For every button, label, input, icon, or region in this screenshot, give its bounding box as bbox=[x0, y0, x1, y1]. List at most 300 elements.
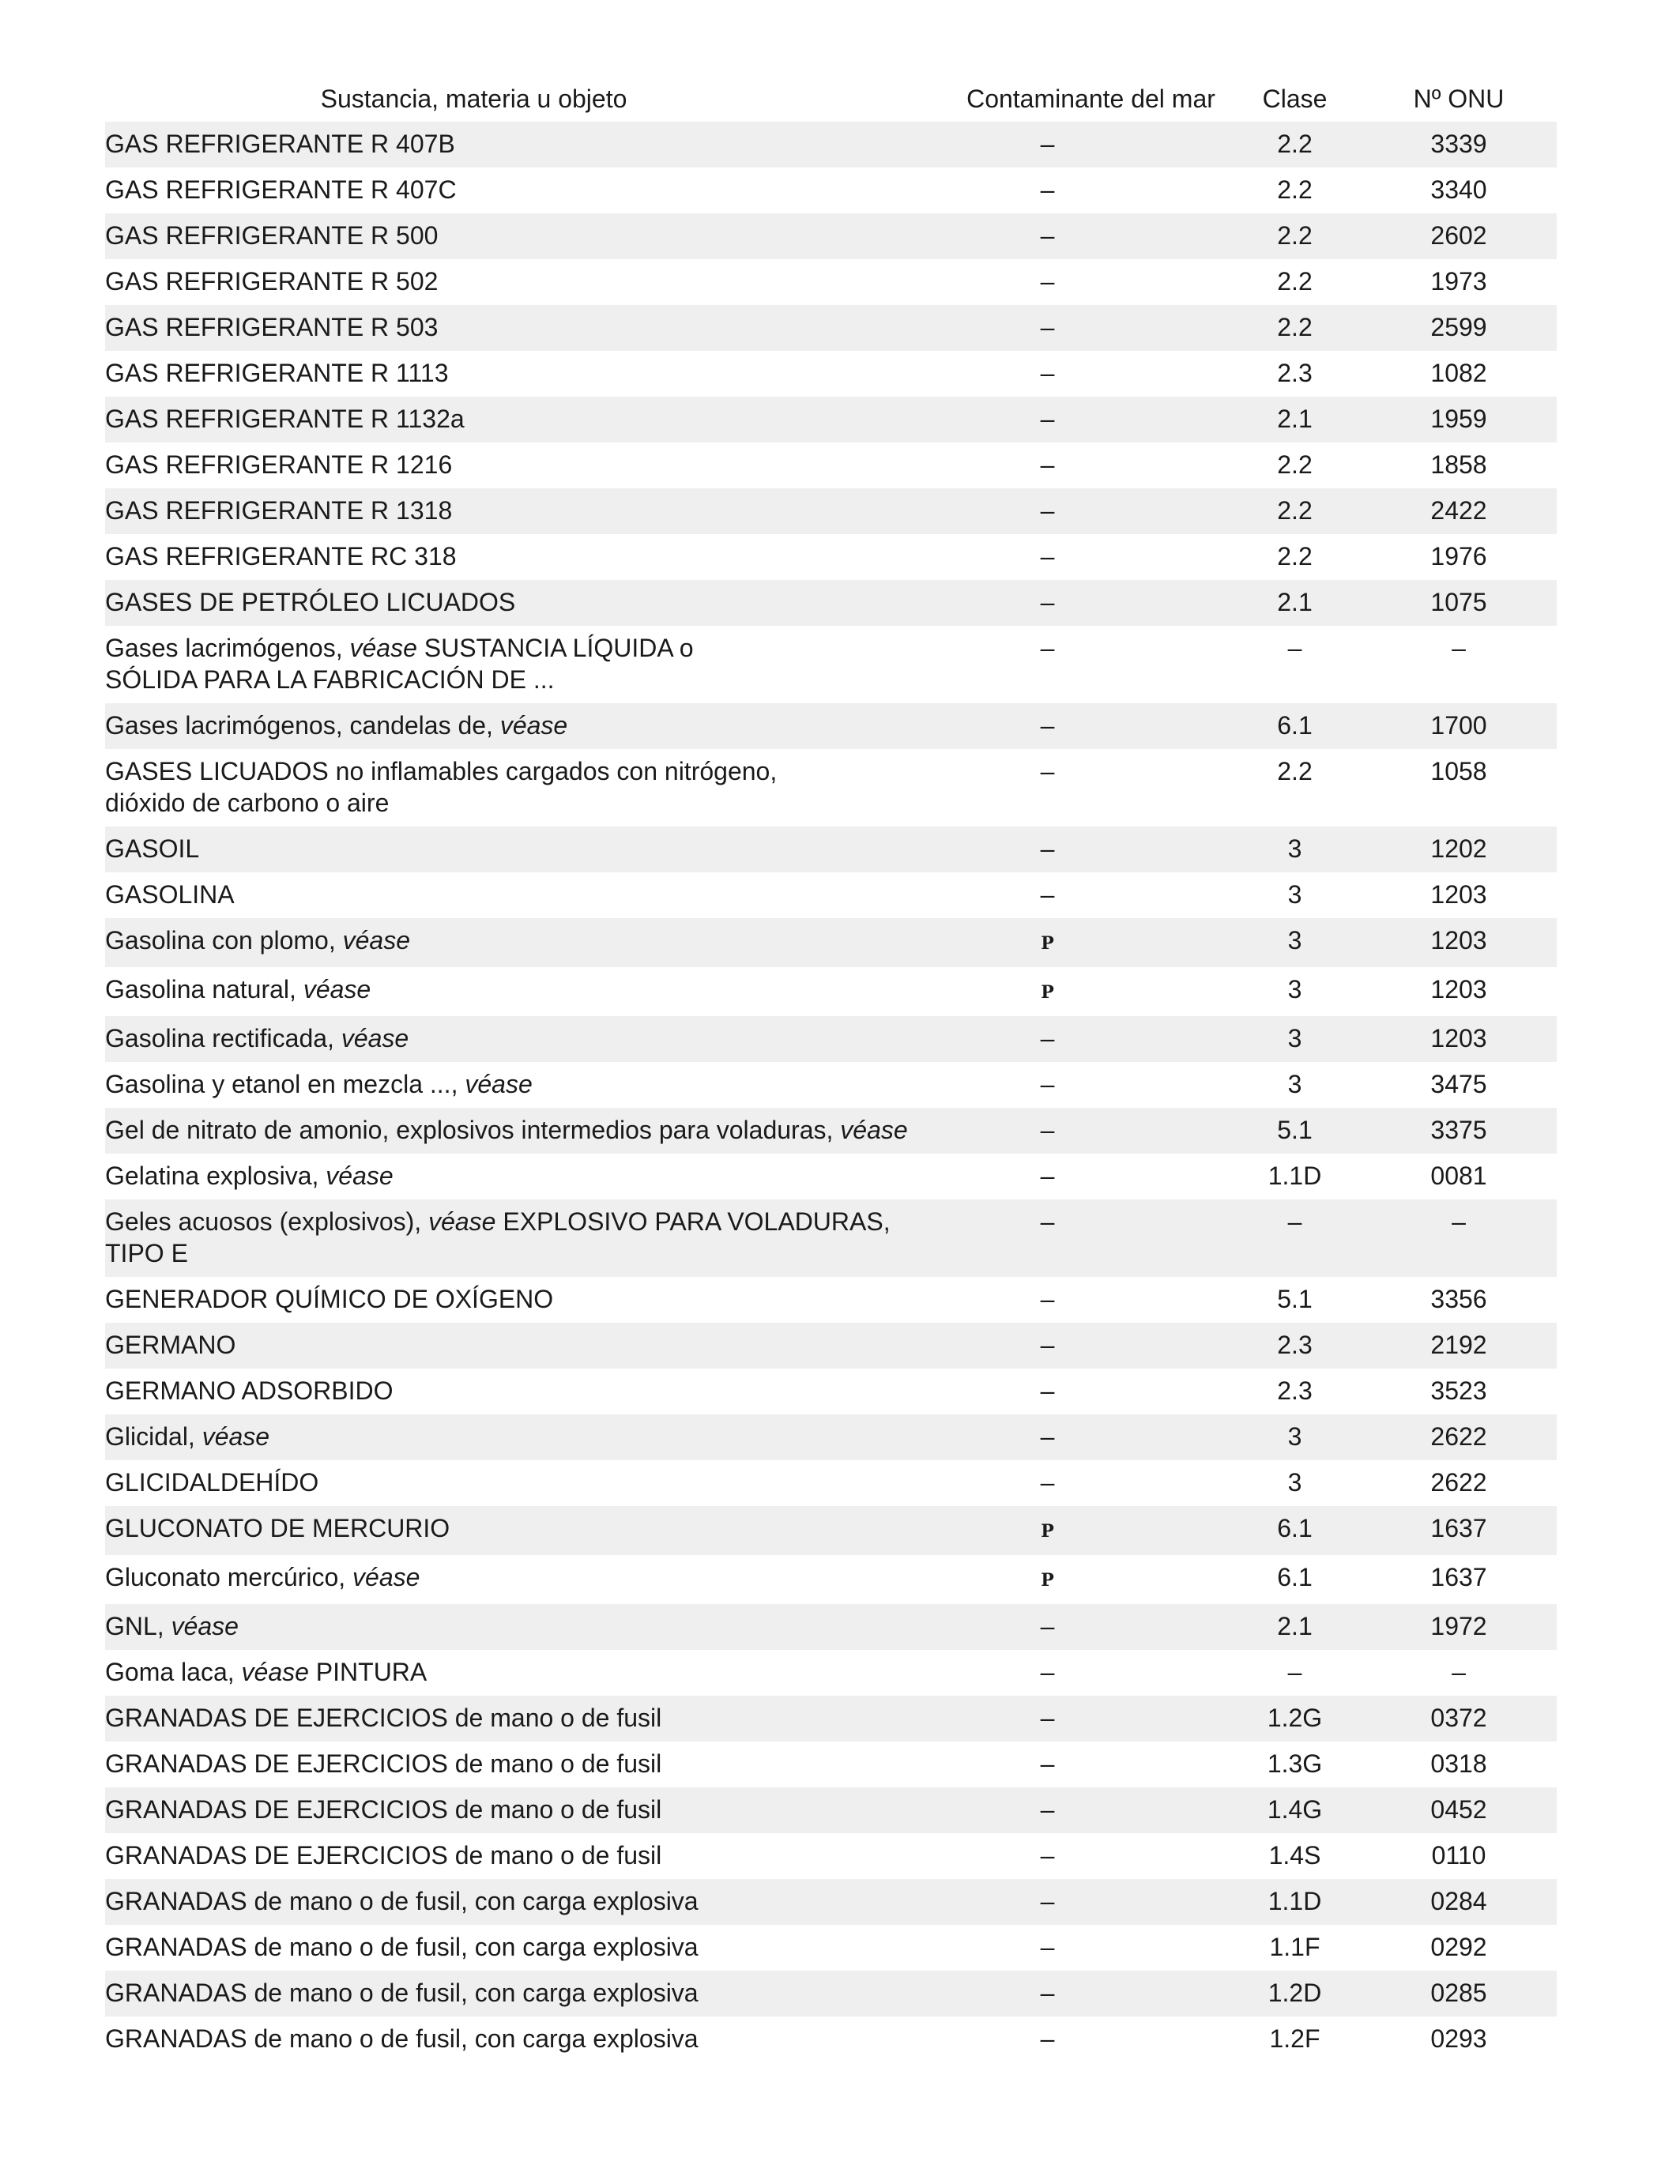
un-number-cell: 3340 bbox=[1430, 175, 1487, 204]
substance-cell bbox=[105, 1925, 953, 1971]
un-number-cell: 2192 bbox=[1361, 1323, 1557, 1369]
class-cell: – bbox=[1287, 1658, 1302, 1686]
table-row bbox=[105, 1971, 1557, 2016]
substance-name: Glicidal, bbox=[105, 1422, 195, 1451]
table-row bbox=[105, 1742, 1557, 1787]
marine-pollutant-mark: P bbox=[1041, 933, 1054, 954]
un-number-cell: 3356 bbox=[1430, 1285, 1487, 1313]
table-row bbox=[105, 580, 1557, 626]
marine-pollutant-value: – bbox=[1040, 588, 1055, 616]
un-number-cell: 1203 bbox=[1361, 918, 1557, 967]
class-cell: 3 bbox=[1229, 1016, 1361, 1062]
table-row bbox=[105, 749, 1557, 827]
marine-pollutant-cell bbox=[953, 168, 1229, 213]
table-row bbox=[105, 1787, 1557, 1833]
table-row bbox=[105, 918, 1557, 967]
substance-cell bbox=[105, 918, 953, 967]
class-cell: 6.1 bbox=[1229, 1506, 1361, 1555]
un-number-cell: 3475 bbox=[1430, 1070, 1487, 1098]
marine-pollutant-cell bbox=[953, 1650, 1229, 1696]
class-cell: 1.2F bbox=[1269, 2024, 1320, 2053]
substance-name: GASOIL bbox=[105, 834, 200, 863]
class-cell: 2.1 bbox=[1229, 580, 1361, 626]
substance-cell bbox=[105, 213, 953, 259]
marine-pollutant-value: – bbox=[1040, 359, 1055, 387]
marine-pollutant-value: – bbox=[1040, 1795, 1055, 1824]
marine-pollutant-value: – bbox=[1040, 757, 1055, 785]
marine-pollutant-cell bbox=[953, 1199, 1229, 1277]
marine-pollutant-cell bbox=[953, 351, 1229, 397]
substance-name: Gasolina con plomo, bbox=[105, 926, 336, 955]
substance-name: Gasolina rectificada, bbox=[105, 1024, 334, 1052]
see-reference: véase bbox=[349, 634, 417, 662]
table-row bbox=[105, 1879, 1557, 1925]
marine-pollutant-value: – bbox=[1040, 1024, 1055, 1052]
marine-pollutant-cell bbox=[953, 703, 1229, 749]
marine-pollutant-value: – bbox=[1040, 1887, 1055, 1915]
substance-name: GLICIDALDEHÍDO bbox=[105, 1468, 319, 1497]
marine-pollutant-value: – bbox=[1040, 221, 1055, 250]
un-number-cell: 1973 bbox=[1430, 267, 1487, 296]
marine-pollutant-cell bbox=[953, 1016, 1229, 1062]
class-cell: 2.2 bbox=[1277, 450, 1313, 479]
substance-cell bbox=[105, 1460, 953, 1506]
class-cell: 1.1D bbox=[1229, 1879, 1361, 1925]
un-number-cell: 3339 bbox=[1361, 122, 1557, 168]
un-number-cell: 0292 bbox=[1430, 1933, 1487, 1961]
un-number-cell: 1075 bbox=[1361, 580, 1557, 626]
header-marine-pollutant: Contaminante del mar bbox=[966, 85, 1215, 113]
see-reference: véase bbox=[428, 1207, 496, 1236]
substance-name: GASOLINA bbox=[105, 880, 235, 909]
see-reference: véase bbox=[465, 1070, 533, 1098]
substance-name: GASES LICUADOS no inflamables cargados con nitrógeno, bbox=[105, 757, 778, 785]
table-row bbox=[105, 967, 1557, 1016]
un-number-cell: 0318 bbox=[1430, 1749, 1487, 1778]
marine-pollutant-value: – bbox=[1040, 542, 1055, 570]
class-cell: 3 bbox=[1229, 918, 1361, 967]
see-reference: véase bbox=[303, 975, 371, 1004]
class-cell: 2.2 bbox=[1229, 305, 1361, 351]
substance-name: GAS REFRIGERANTE R 500 bbox=[105, 221, 439, 250]
un-number-cell: 2602 bbox=[1361, 213, 1557, 259]
table-row bbox=[105, 1108, 1557, 1154]
class-cell: 1.2D bbox=[1229, 1971, 1361, 2016]
class-cell: 5.1 bbox=[1229, 1108, 1361, 1154]
substance-name: Gluconato mercúrico, bbox=[105, 1563, 346, 1591]
substance-cell bbox=[105, 626, 953, 703]
substance-cell bbox=[105, 1154, 953, 1199]
substance-name: Gases lacrimógenos, candelas de, bbox=[105, 711, 493, 740]
marine-pollutant-cell bbox=[953, 1108, 1229, 1154]
substance-cell bbox=[105, 872, 953, 918]
un-number-cell: 1082 bbox=[1430, 359, 1487, 387]
substance-cell bbox=[105, 967, 953, 1016]
marine-pollutant-value: – bbox=[1040, 130, 1055, 158]
class-cell: 2.2 bbox=[1229, 213, 1361, 259]
substance-cell bbox=[105, 534, 953, 580]
class-cell: 3 bbox=[1287, 975, 1302, 1004]
marine-pollutant-cell bbox=[953, 397, 1229, 442]
marine-pollutant-cell bbox=[953, 967, 1229, 1016]
un-number-cell: 0293 bbox=[1430, 2024, 1487, 2053]
un-number-cell: 1203 bbox=[1430, 975, 1487, 1004]
marine-pollutant-cell bbox=[953, 259, 1229, 305]
substance-cell bbox=[105, 827, 953, 872]
marine-pollutant-value: – bbox=[1040, 1468, 1055, 1497]
substance-cell bbox=[105, 1650, 953, 1696]
substance-cell bbox=[105, 1323, 953, 1369]
substance-name: GASES DE PETRÓLEO LICUADOS bbox=[105, 588, 516, 616]
see-reference: véase bbox=[202, 1422, 270, 1451]
substance-cell bbox=[105, 2016, 953, 2062]
table-row bbox=[105, 1062, 1557, 1108]
substance-name: GRANADAS de mano o de fusil, con carga explosiva bbox=[105, 1887, 699, 1915]
table-row bbox=[105, 2016, 1557, 2062]
table-row bbox=[105, 488, 1557, 534]
substance-cell bbox=[105, 259, 953, 305]
table-row bbox=[105, 1414, 1557, 1460]
table-row bbox=[105, 351, 1557, 397]
table-row bbox=[105, 534, 1557, 580]
substance-cell bbox=[105, 1199, 953, 1277]
marine-pollutant-cell bbox=[953, 1154, 1229, 1199]
class-cell: 2.2 bbox=[1229, 122, 1361, 168]
substance-name: Gasolina y etanol en mezcla ..., bbox=[105, 1070, 458, 1098]
substance-cell bbox=[105, 305, 953, 351]
class-cell: 1.1F bbox=[1269, 1933, 1320, 1961]
see-reference: véase bbox=[171, 1612, 239, 1640]
table-row bbox=[105, 1323, 1557, 1369]
class-cell: 2.2 bbox=[1229, 488, 1361, 534]
substance-name: GRANADAS de mano o de fusil, con carga explosiva bbox=[105, 1933, 699, 1961]
marine-pollutant-value: – bbox=[1040, 1612, 1055, 1640]
substance-cell bbox=[105, 749, 953, 827]
substance-cell bbox=[105, 1277, 953, 1323]
substance-cell bbox=[105, 1742, 953, 1787]
table-row bbox=[105, 1696, 1557, 1742]
un-number-cell: 1058 bbox=[1430, 757, 1487, 785]
marine-pollutant-cell bbox=[953, 1062, 1229, 1108]
table-row bbox=[105, 703, 1557, 749]
marine-pollutant-cell bbox=[953, 213, 1229, 259]
substance-name-continued: dióxido de carbono o aire bbox=[105, 789, 390, 817]
see-reference: véase bbox=[241, 1658, 309, 1686]
dangerous-goods-table bbox=[105, 77, 1557, 2062]
class-cell: 2.2 bbox=[1277, 267, 1313, 296]
class-cell: 3 bbox=[1287, 880, 1302, 909]
un-number-cell: 2599 bbox=[1361, 305, 1557, 351]
class-cell: 2.1 bbox=[1229, 1604, 1361, 1650]
class-cell: 2.3 bbox=[1277, 359, 1313, 387]
table-row bbox=[105, 1154, 1557, 1199]
substance-name: GRANADAS DE EJERCICIOS de mano o de fusil bbox=[105, 1749, 662, 1778]
marine-pollutant-cell bbox=[953, 488, 1229, 534]
substance-cell bbox=[105, 1971, 953, 2016]
table-body bbox=[105, 122, 1557, 2062]
marine-pollutant-cell bbox=[953, 1971, 1229, 2016]
un-number-cell: – bbox=[1452, 1658, 1466, 1686]
un-number-cell: 0285 bbox=[1361, 1971, 1557, 2016]
marine-pollutant-value: – bbox=[1040, 1422, 1055, 1451]
class-cell: 3 bbox=[1287, 1468, 1302, 1497]
marine-pollutant-value: – bbox=[1040, 1376, 1055, 1405]
un-number-cell: 1959 bbox=[1361, 397, 1557, 442]
un-number-cell: 1700 bbox=[1361, 703, 1557, 749]
table-row bbox=[105, 626, 1557, 703]
reference-target: EXPLOSIVO PARA VOLADURAS, bbox=[495, 1207, 891, 1236]
marine-pollutant-value: – bbox=[1040, 2024, 1055, 2053]
marine-pollutant-value: – bbox=[1040, 880, 1055, 909]
marine-pollutant-value: – bbox=[1040, 1749, 1055, 1778]
table-row bbox=[105, 397, 1557, 442]
substance-cell bbox=[105, 1833, 953, 1879]
marine-pollutant-cell bbox=[953, 626, 1229, 703]
marine-pollutant-value: – bbox=[1040, 834, 1055, 863]
un-number-cell: 2622 bbox=[1430, 1468, 1487, 1497]
substance-cell bbox=[105, 1414, 953, 1460]
substance-name: GAS REFRIGERANTE R 407B bbox=[105, 130, 455, 158]
substance-cell bbox=[105, 1555, 953, 1604]
substance-name: GAS REFRIGERANTE R 1132a bbox=[105, 405, 465, 433]
substance-cell bbox=[105, 1369, 953, 1414]
class-cell: 6.1 bbox=[1277, 1563, 1313, 1591]
substance-name: GAS REFRIGERANTE R 502 bbox=[105, 267, 439, 296]
table-row bbox=[105, 442, 1557, 488]
substance-name: GRANADAS DE EJERCICIOS de mano o de fusil bbox=[105, 1795, 662, 1824]
marine-pollutant-cell bbox=[953, 1604, 1229, 1650]
class-cell: 2.1 bbox=[1229, 397, 1361, 442]
substance-name: Gases lacrimógenos, bbox=[105, 634, 343, 662]
class-cell: 2.3 bbox=[1229, 1323, 1361, 1369]
un-number-cell: 1976 bbox=[1430, 542, 1487, 570]
class-cell: 1.4G bbox=[1229, 1787, 1361, 1833]
see-reference: véase bbox=[352, 1563, 420, 1591]
class-cell: 2.2 bbox=[1277, 175, 1313, 204]
marine-pollutant-cell bbox=[953, 1696, 1229, 1742]
substance-cell bbox=[105, 351, 953, 397]
dangerous-goods-index-page bbox=[105, 77, 1557, 2062]
marine-pollutant-cell bbox=[953, 305, 1229, 351]
marine-pollutant-cell bbox=[953, 1787, 1229, 1833]
marine-pollutant-mark: P bbox=[1041, 1570, 1054, 1591]
table-row bbox=[105, 1369, 1557, 1414]
un-number-cell: 2622 bbox=[1361, 1414, 1557, 1460]
substance-name: Gel de nitrato de amonio, explosivos intermedios para voladuras, bbox=[105, 1116, 834, 1144]
un-number-cell: 1203 bbox=[1361, 1016, 1557, 1062]
substance-cell bbox=[105, 1879, 953, 1925]
marine-pollutant-value: – bbox=[1040, 1207, 1055, 1236]
header-substance: Sustancia, materia u objeto bbox=[320, 85, 627, 113]
class-cell: 1.1D bbox=[1268, 1162, 1322, 1190]
marine-pollutant-cell bbox=[953, 1925, 1229, 1971]
marine-pollutant-value: – bbox=[1040, 711, 1055, 740]
un-number-cell: 0110 bbox=[1431, 1841, 1486, 1870]
un-number-cell: 1202 bbox=[1361, 827, 1557, 872]
marine-pollutant-mark: P bbox=[1041, 982, 1054, 1003]
marine-pollutant-cell bbox=[953, 1460, 1229, 1506]
marine-pollutant-value: – bbox=[1040, 496, 1055, 525]
un-number-cell: 1637 bbox=[1361, 1506, 1557, 1555]
see-reference: véase bbox=[342, 926, 410, 955]
substance-name: Geles acuosos (explosivos), bbox=[105, 1207, 422, 1236]
marine-pollutant-value: – bbox=[1040, 634, 1055, 662]
marine-pollutant-cell bbox=[953, 1833, 1229, 1879]
marine-pollutant-cell bbox=[953, 1277, 1229, 1323]
table-header bbox=[105, 77, 1557, 122]
un-number-cell: 1637 bbox=[1430, 1563, 1487, 1591]
class-cell: 3 bbox=[1287, 1070, 1302, 1098]
table-row bbox=[105, 122, 1557, 168]
substance-cell bbox=[105, 397, 953, 442]
marine-pollutant-value: – bbox=[1040, 1331, 1055, 1359]
table-row bbox=[105, 1277, 1557, 1323]
substance-name: GLUCONATO DE MERCURIO bbox=[105, 1514, 450, 1542]
substance-cell bbox=[105, 1062, 953, 1108]
marine-pollutant-cell bbox=[953, 1369, 1229, 1414]
substance-name: Gelatina explosiva, bbox=[105, 1162, 319, 1190]
table-row bbox=[105, 168, 1557, 213]
table-row bbox=[105, 1199, 1557, 1277]
un-number-cell: 0452 bbox=[1361, 1787, 1557, 1833]
marine-pollutant-cell bbox=[953, 749, 1229, 827]
see-reference: véase bbox=[326, 1162, 394, 1190]
marine-pollutant-cell bbox=[953, 827, 1229, 872]
header-class: Clase bbox=[1262, 85, 1328, 113]
class-cell: 3 bbox=[1229, 827, 1361, 872]
un-number-cell: – bbox=[1452, 634, 1466, 662]
class-cell: 1.4S bbox=[1268, 1841, 1321, 1870]
marine-pollutant-cell bbox=[953, 918, 1229, 967]
class-cell: – bbox=[1229, 1199, 1361, 1277]
marine-pollutant-cell bbox=[953, 580, 1229, 626]
table-row bbox=[105, 259, 1557, 305]
substance-name: GRANADAS de mano o de fusil, con carga explosiva bbox=[105, 2024, 699, 2053]
marine-pollutant-value: – bbox=[1040, 1979, 1055, 2007]
substance-cell bbox=[105, 488, 953, 534]
table-row bbox=[105, 1555, 1557, 1604]
marine-pollutant-value: – bbox=[1040, 267, 1055, 296]
table-row bbox=[105, 1833, 1557, 1879]
marine-pollutant-cell bbox=[953, 442, 1229, 488]
marine-pollutant-cell bbox=[953, 122, 1229, 168]
substance-cell bbox=[105, 442, 953, 488]
class-cell: 2.2 bbox=[1277, 542, 1313, 570]
marine-pollutant-value: – bbox=[1040, 1116, 1055, 1144]
un-number-cell: 2422 bbox=[1361, 488, 1557, 534]
marine-pollutant-value: – bbox=[1040, 405, 1055, 433]
substance-name: GAS REFRIGERANTE R 407C bbox=[105, 175, 457, 204]
substance-name: Goma laca, bbox=[105, 1658, 235, 1686]
table-row bbox=[105, 1460, 1557, 1506]
class-cell: 6.1 bbox=[1229, 703, 1361, 749]
substance-cell bbox=[105, 122, 953, 168]
substance-cell bbox=[105, 1604, 953, 1650]
substance-name: GENERADOR QUÍMICO DE OXÍGENO bbox=[105, 1285, 554, 1313]
un-number-cell: 3375 bbox=[1361, 1108, 1557, 1154]
class-cell: 5.1 bbox=[1277, 1285, 1313, 1313]
table-row bbox=[105, 1016, 1557, 1062]
substance-name-continued: TIPO E bbox=[105, 1239, 188, 1267]
marine-pollutant-value: – bbox=[1040, 1841, 1055, 1870]
un-number-cell: – bbox=[1361, 1199, 1557, 1277]
substance-name: Gasolina natural, bbox=[105, 975, 296, 1004]
substance-cell bbox=[105, 168, 953, 213]
un-number-cell: 0284 bbox=[1361, 1879, 1557, 1925]
marine-pollutant-cell bbox=[953, 1506, 1229, 1555]
substance-name: GAS REFRIGERANTE RC 318 bbox=[105, 542, 457, 570]
class-cell: 2.3 bbox=[1277, 1376, 1313, 1405]
substance-cell bbox=[105, 580, 953, 626]
table-row bbox=[105, 1506, 1557, 1555]
marine-pollutant-mark: P bbox=[1041, 1521, 1054, 1542]
marine-pollutant-value: – bbox=[1040, 450, 1055, 479]
un-number-cell: 3523 bbox=[1430, 1376, 1487, 1405]
substance-name: GAS REFRIGERANTE R 503 bbox=[105, 313, 439, 341]
substance-cell bbox=[105, 703, 953, 749]
marine-pollutant-value: – bbox=[1040, 1162, 1055, 1190]
substance-name: GRANADAS de mano o de fusil, con carga explosiva bbox=[105, 1979, 699, 2007]
un-number-cell: 1858 bbox=[1430, 450, 1487, 479]
marine-pollutant-cell bbox=[953, 1555, 1229, 1604]
class-cell: – bbox=[1287, 634, 1302, 662]
marine-pollutant-value: – bbox=[1040, 1933, 1055, 1961]
marine-pollutant-cell bbox=[953, 872, 1229, 918]
substance-cell bbox=[105, 1108, 953, 1154]
marine-pollutant-cell bbox=[953, 534, 1229, 580]
substance-name: GRANADAS DE EJERCICIOS de mano o de fusil bbox=[105, 1841, 662, 1870]
reference-target: PINTURA bbox=[308, 1658, 428, 1686]
table-row bbox=[105, 1604, 1557, 1650]
table-row bbox=[105, 1650, 1557, 1696]
marine-pollutant-cell bbox=[953, 1323, 1229, 1369]
substance-name: GRANADAS DE EJERCICIOS de mano o de fusil bbox=[105, 1704, 662, 1732]
table-row bbox=[105, 827, 1557, 872]
substance-cell bbox=[105, 1506, 953, 1555]
un-number-cell: 1972 bbox=[1361, 1604, 1557, 1650]
see-reference: véase bbox=[499, 711, 568, 740]
table-row bbox=[105, 213, 1557, 259]
substance-name: GERMANO bbox=[105, 1331, 236, 1359]
un-number-cell: 1203 bbox=[1430, 880, 1487, 909]
see-reference: véase bbox=[341, 1024, 409, 1052]
un-number-cell: 0372 bbox=[1361, 1696, 1557, 1742]
marine-pollutant-value: – bbox=[1040, 313, 1055, 341]
marine-pollutant-value: – bbox=[1040, 1285, 1055, 1313]
marine-pollutant-value: – bbox=[1040, 1658, 1055, 1686]
substance-name: GERMANO ADSORBIDO bbox=[105, 1376, 394, 1405]
see-reference: véase bbox=[840, 1116, 908, 1144]
header-un-number: Nº ONU bbox=[1413, 85, 1505, 113]
class-cell: 1.3G bbox=[1267, 1749, 1323, 1778]
substance-name: GAS REFRIGERANTE R 1113 bbox=[105, 359, 449, 387]
substance-name-continued: SÓLIDA PARA LA FABRICACIÓN DE ... bbox=[105, 665, 555, 694]
marine-pollutant-value: – bbox=[1040, 1070, 1055, 1098]
marine-pollutant-cell bbox=[953, 1414, 1229, 1460]
substance-cell bbox=[105, 1016, 953, 1062]
substance-cell bbox=[105, 1696, 953, 1742]
substance-name: GNL, bbox=[105, 1612, 164, 1640]
marine-pollutant-value: – bbox=[1040, 175, 1055, 204]
substance-name: GAS REFRIGERANTE R 1318 bbox=[105, 496, 453, 525]
marine-pollutant-cell bbox=[953, 1879, 1229, 1925]
class-cell: 2.2 bbox=[1277, 757, 1313, 785]
class-cell: 3 bbox=[1229, 1414, 1361, 1460]
table-row bbox=[105, 305, 1557, 351]
reference-target: SUSTANCIA LÍQUIDA o bbox=[416, 634, 694, 662]
class-cell: 1.2G bbox=[1229, 1696, 1361, 1742]
un-number-cell: 0081 bbox=[1430, 1162, 1487, 1190]
